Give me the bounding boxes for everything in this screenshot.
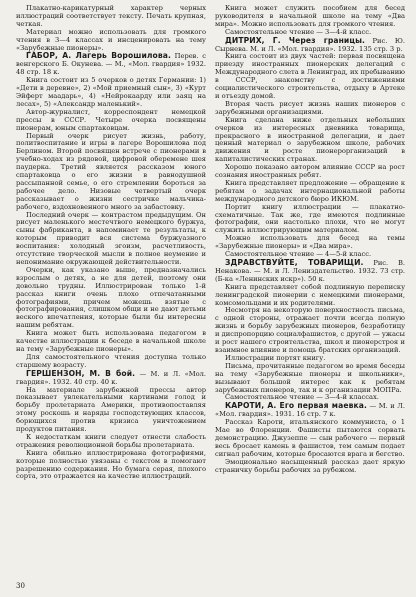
paragraph: Книга состоит из двух частей: первая посвящена приезду иностранных пионерских делегаций с Международного слета в Ленинград, их пребыванию в СССР, знакомству с достижениями социалистического строительства, отдыху в Артеке и отъезду домой. xyxy=(215,52,405,100)
text-column-right xyxy=(215,5,405,597)
paragraph: Можно использовать для бесед на темы «Зарубежные пионеры» и «Два мира». xyxy=(215,234,405,251)
paragraph: Автор-журналист, корреспондент немецкой прессы в СССР. Четыре очерка посвящены пионерам, юным спартаковцам. xyxy=(16,107,206,132)
paragraph: Книга может быть использована педагогом в качестве иллюстрации к беседе в начальной школе на тему «Зарубежные пионеры». xyxy=(16,329,206,353)
book-entry-heading xyxy=(16,370,206,387)
paragraph: Книга представляет собой подлинную переписку ленинградской пионерии с немецкими пионерами, комсомольцами и их родителями. xyxy=(215,282,405,307)
paragraph: Вторая часть рисует жизнь наших пионеров с зарубежными организациями. xyxy=(215,99,405,116)
paragraph: Книга представляет предложение — обращение к ребятам о задачах интернациональной работы международного детского бюро ИКЮМ. xyxy=(215,178,405,203)
paragraph: Первый очерк рисует жизнь, работу, политвоспитание и игры в лагере Ворошилова под Берлином. Второй посвящен встрече с пионерами в учебно-ходах из рядовой, цифровой оберемене шея паудерка. Третий является рассказом юного спартаковца о его жизни в равнодушной рассыпанной семье, о его стремлении бороться за рабочее дело. Низовые четвертый очерк рассказывает о жизни сестричке мальчика-рабочего, вздохновенного много за забастовку. xyxy=(16,131,206,211)
paragraph: Материал можно использовать для громкого чтения в 3—4 классах и инсценировать на тему «Зарубежные пионеры». xyxy=(16,27,206,52)
paragraph: Очерки, как указано выше, предназначались взрослым о детях, а не для детей, поэтому они довольно трудны. Иллюстрирован только 1-й рассказ книги очень плохо отпечатанными фотографиями, причем можешь взятые с фотографирования, слишком общи и не дают детьми веского впечатления, которые были бы интересны нашим ребятам. xyxy=(16,265,206,330)
page-number: 30 xyxy=(16,582,25,590)
paragraph: К недостаткам книги следует отнести слабость отражения революционной борьбы пролетариата. xyxy=(16,432,206,449)
book-publication-details: — М. и Л. «Мол. гвардия». 1931. 16 стр. 7 к. xyxy=(215,402,405,419)
paragraph: На материале зарубежной прессы автор показывает увлекательными картинами голод и борьбу пролетариата Америки, противопоставляя этому роскошь и наряды господствующих классов, борющихся против кризиса уничтожением продуктов питания. xyxy=(16,385,206,434)
text-column-left xyxy=(16,5,206,597)
paragraph: Эмоционально насыщенный рассказ дает яркую страничку борьбы рабочих за рубежом. xyxy=(215,457,405,474)
paragraph: Хорошо показано автором влияние СССР на рост сознания иностранных ребят. xyxy=(215,163,405,180)
book-author-title: ДИТРИХ, Г. Через границы. xyxy=(225,35,366,45)
book-publication-details: Перев. с венгерского Б. Окунева. — М., «Мол. гвардия» 1932. 48 стр. 18 к. xyxy=(16,52,206,77)
paragraph: Письма, прочитанные педагогом во время беседы на тему «Зарубежные пионеры и школьники», вызывают большой интерес как к ребятам зарубежных пионеров, так и к организации МОПРа. xyxy=(215,361,405,394)
book-author-title: ГАБОР, А. Лагерь Ворошилова. xyxy=(26,51,171,61)
paragraph: Книга сделана ниже отдельных небольших очерков из интересных дневника товарища, прекрасного в иностранной делегации, и дает ценный материал о зарубежном школе, рабочих движения и росте пионерорганизаций в капиталистических странах. xyxy=(215,115,405,164)
book-entry-heading xyxy=(215,402,405,419)
paragraph: Для самостоятельного чтения доступна только старшему возрасту. xyxy=(16,352,206,369)
book-entry-heading xyxy=(16,52,206,77)
book-author-title: ЗДРАВСТВУЙТЕ, ТОВАРИЩИ. xyxy=(225,258,364,267)
paragraph: Плакатно-карикатурный характер черных иллюстраций соответствует тексту. Печать крупная, четкая. xyxy=(16,5,206,28)
paragraph: Иллюстрации портят книгу. xyxy=(225,353,326,362)
book-entry-heading xyxy=(215,37,405,54)
book-author-title: КАРОТИ, А. Его первая маевка. xyxy=(225,401,367,411)
book-publication-details: Рис. Ю. Сырнева. М. и Л. «Мол. гвардия». 1932. 135 стр. 3 р. xyxy=(215,36,405,53)
book-publication-details: Рис. В. Ненакова. — М. и Л. Лениздательство. 1932. 73 стр. (Б-ка «Ленинских искр»). 50 к. xyxy=(215,259,405,283)
paragraph: Книга состоит из 5 очерков о детях Германии: 1) «Дети в деревне», 2) «Мой приемный сын», 3) «Курт Эйферт маадарь», 4) «Нейрокаарду или заяц на лесах», 5) «Александр маленький». xyxy=(16,76,206,108)
paragraph: Последний очерк — контрастом предыдущим. Он рисует маленького местечтвого немецкого буржуа, сыны фабриканта, в напоминает те результаты, к которым приводит вся система буржуазного воспитания: холодный эгоизм, расчетливость, отсутствие творческой мысли в полное неумение и непонимание окружающей действительности. xyxy=(16,210,206,266)
paragraph: Самостоятельное чтение — 3—4-й классах. xyxy=(225,393,379,402)
book-publication-details: — М. и Л. «Мол. гвардия». 1932. 40 стр. 40 к. xyxy=(16,369,206,386)
paragraph: Книга может служить пособием для бесед руководителя в начальной школе на тему «Два мира». Можно использовать для громкого чтения. xyxy=(215,5,405,28)
paragraph: Самостоятельное чтение — 3—4-й класс. xyxy=(225,27,372,36)
paragraph: Рассказ Кароти, итальянского коммуниста, о 1 Мае во Флоренции. Фашисты пытаются сорвать демонстрацию. Джузеппе — сын рабочего — первый весь бросает камень в фашистов, тем самым подает сигнал рабочим, которые бросаются врага и бегство. xyxy=(215,418,405,458)
paragraph: Несмотря на некоторую поверхностность письма, с одной стороны, отражает почти всегда полную жизнь и борьбу зарубежных пионеров, безработицу и диспропорцию социалфашистов, с другой — ужасы и рост нашего строительства, школ и пионерстроя и взаимное влияние и помощь братских организаций. xyxy=(215,306,405,354)
paragraph: Портит книгу иллюстрации — плакатно-схематичные. Так же, где имеются подлинные фотографии, они настолько плохи, что не могут служить иллюстрирующим материалом. xyxy=(215,202,405,235)
paragraph: Книга обильно иллюстрирована фотографиями, которые полностью увязаны с текстом в помогают разрешению содержания. Но бумага серая, плохого сорта, это отражается на качестве иллюстраций. xyxy=(16,448,206,481)
paragraph: Самостоятельное чтение — 4—5-й класс. xyxy=(225,250,372,259)
book-author-title: ГЕРШЕНЗОН, М. В бой. xyxy=(26,368,136,378)
book-entry-heading xyxy=(215,259,405,284)
